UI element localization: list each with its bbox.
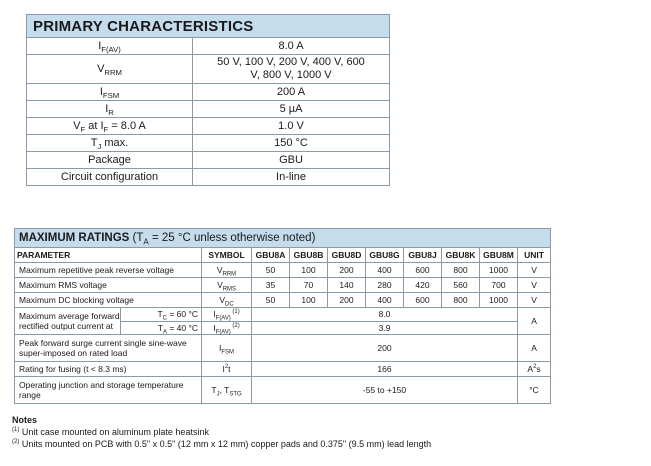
value-cell: 200 [328,293,366,308]
value-cell: 800 [442,263,480,278]
unit-cell: A [518,308,551,335]
header-part: GBU8G [366,248,404,263]
param-cell: Operating junction and storage temperature range [15,377,202,404]
param-cell: Maximum RMS voltage [15,278,202,293]
value-cell: 600 [404,293,442,308]
value-cell: 600 [404,263,442,278]
table-row [15,263,551,278]
row-value: GBU [193,152,390,169]
header-row [15,248,551,263]
value-cell: 200 [328,263,366,278]
row-label: Package [27,152,193,169]
value-cell: 420 [404,278,442,293]
maximum-ratings-table [14,228,551,404]
header-part: GBU8D [328,248,366,263]
header-part: GBU8M [480,248,518,263]
row-label: $I_{F(AV)}$ [27,38,193,55]
header-parameter: PARAMETER [15,248,202,263]
notes-title: Notes [12,415,38,425]
value-cell: 400 [366,263,404,278]
value-cell: 1000 [480,293,518,308]
param-cell: Maximum repetitive peak reverse voltage [15,263,202,278]
value-cell: 200 [252,335,518,362]
row-value: 5 µA [193,101,390,118]
param-cell: Rating for fusing (t < 8.3 ms) [15,362,202,377]
row-label: $V_F$ at $I_F = 8.0$ A [27,118,193,135]
unit-cell: V [518,293,551,308]
symbol-cell: $I_{FSM}$ [202,335,252,362]
param-cell: Maximum DC blocking voltage [15,293,202,308]
row-value: 200 A [193,84,390,101]
row-label: $V_{RRM}$ [27,55,193,84]
value-cell: 400 [366,293,404,308]
value-cell: 280 [366,278,404,293]
value-cell: 166 [252,362,518,377]
note-item: $^{(1)}$ Unit case mounted on aluminum plate heatsink [12,427,209,437]
unit-cell: A [518,335,551,362]
note-item: $^{(2)}$ Units mounted on PCB with 0.5" x 0.5" (12 mm x 12 mm) copper pads and 0.375" (9.5 mm) lead length [12,439,432,449]
unit-cell: °C [518,377,551,404]
unit-cell: V [518,278,551,293]
table-row [15,293,551,308]
row-value: 8.0 A [193,38,390,55]
unit-cell: V [518,263,551,278]
table-row [27,101,390,118]
value-cell: 700 [480,278,518,293]
row-label: $I_{FSM}$ [27,84,193,101]
symbol-cell: $T_J$, $T_{STG}$ [202,377,252,404]
condition-ta: $T_A = 40$ °C [157,323,198,336]
condition-tc: $T_C = 60$ °C [121,308,201,322]
value-cell: 50 [252,293,290,308]
value-cell: 140 [328,278,366,293]
table-row [15,377,551,404]
header-symbol: SYMBOL [202,248,252,263]
row-value: 150 °C [193,135,390,152]
table-row [27,38,390,55]
table-row [15,278,551,293]
symbol-cell: $V_{RMS}$ [202,278,252,293]
table-row [27,169,390,186]
value-cell: 1000 [480,263,518,278]
table-row [27,118,390,135]
primary-title: PRIMARY CHARACTERISTICS [27,15,390,38]
table-row [15,308,551,322]
primary-characteristics-table [26,14,390,186]
symbol-cell: $I_{F(AV)}$ $^{(1)}$ [202,308,252,322]
symbol-cell: $I^2t$ [202,362,252,377]
param-cell: Maximum average forward rectified output current at $T_C = 60$ °C $T_A = 40$ °C [15,308,202,335]
value-cell: 8.0 [252,308,518,322]
header-unit: UNIT [518,248,551,263]
value-cell: 800 [442,293,480,308]
row-value: 1.0 V [193,118,390,135]
value-cell: 3.9 [252,321,518,335]
unit-cell: $A^2s$ [518,362,551,377]
table-row [27,152,390,169]
value-cell: 50 [252,263,290,278]
table-row [27,84,390,101]
symbol-cell: $I_{F(AV)}$ $^{(2)}$ [202,321,252,335]
value-cell: 560 [442,278,480,293]
row-label: Circuit configuration [27,169,193,186]
header-part: GBU8J [404,248,442,263]
ratings-title: MAXIMUM RATINGS ($T_A = 25$ °C unless otherwise noted) [15,229,551,248]
table-row [15,362,551,377]
row-value: In-line [193,169,390,186]
value-cell: -55 to +150 [252,377,518,404]
symbol-cell: $V_{DC}$ [202,293,252,308]
header-part: GBU8B [290,248,328,263]
value-cell: 35 [252,278,290,293]
header-part: GBU8K [442,248,480,263]
table-row [15,335,551,362]
param-cell: Peak forward surge current single sine-wave super-imposed on rated load [15,335,202,362]
table-row [27,135,390,152]
notes-section [12,414,431,450]
value-cell: 100 [290,263,328,278]
row-value: 50 V, 100 V, 200 V, 400 V, 600 V, 800 V, 1000 V [193,55,390,84]
header-part: GBU8A [252,248,290,263]
table-row [27,55,390,84]
value-cell: 100 [290,293,328,308]
symbol-cell: $V_{RRM}$ [202,263,252,278]
value-cell: 70 [290,278,328,293]
row-label: $I_R$ [27,101,193,118]
row-label: $T_J$ max. [27,135,193,152]
